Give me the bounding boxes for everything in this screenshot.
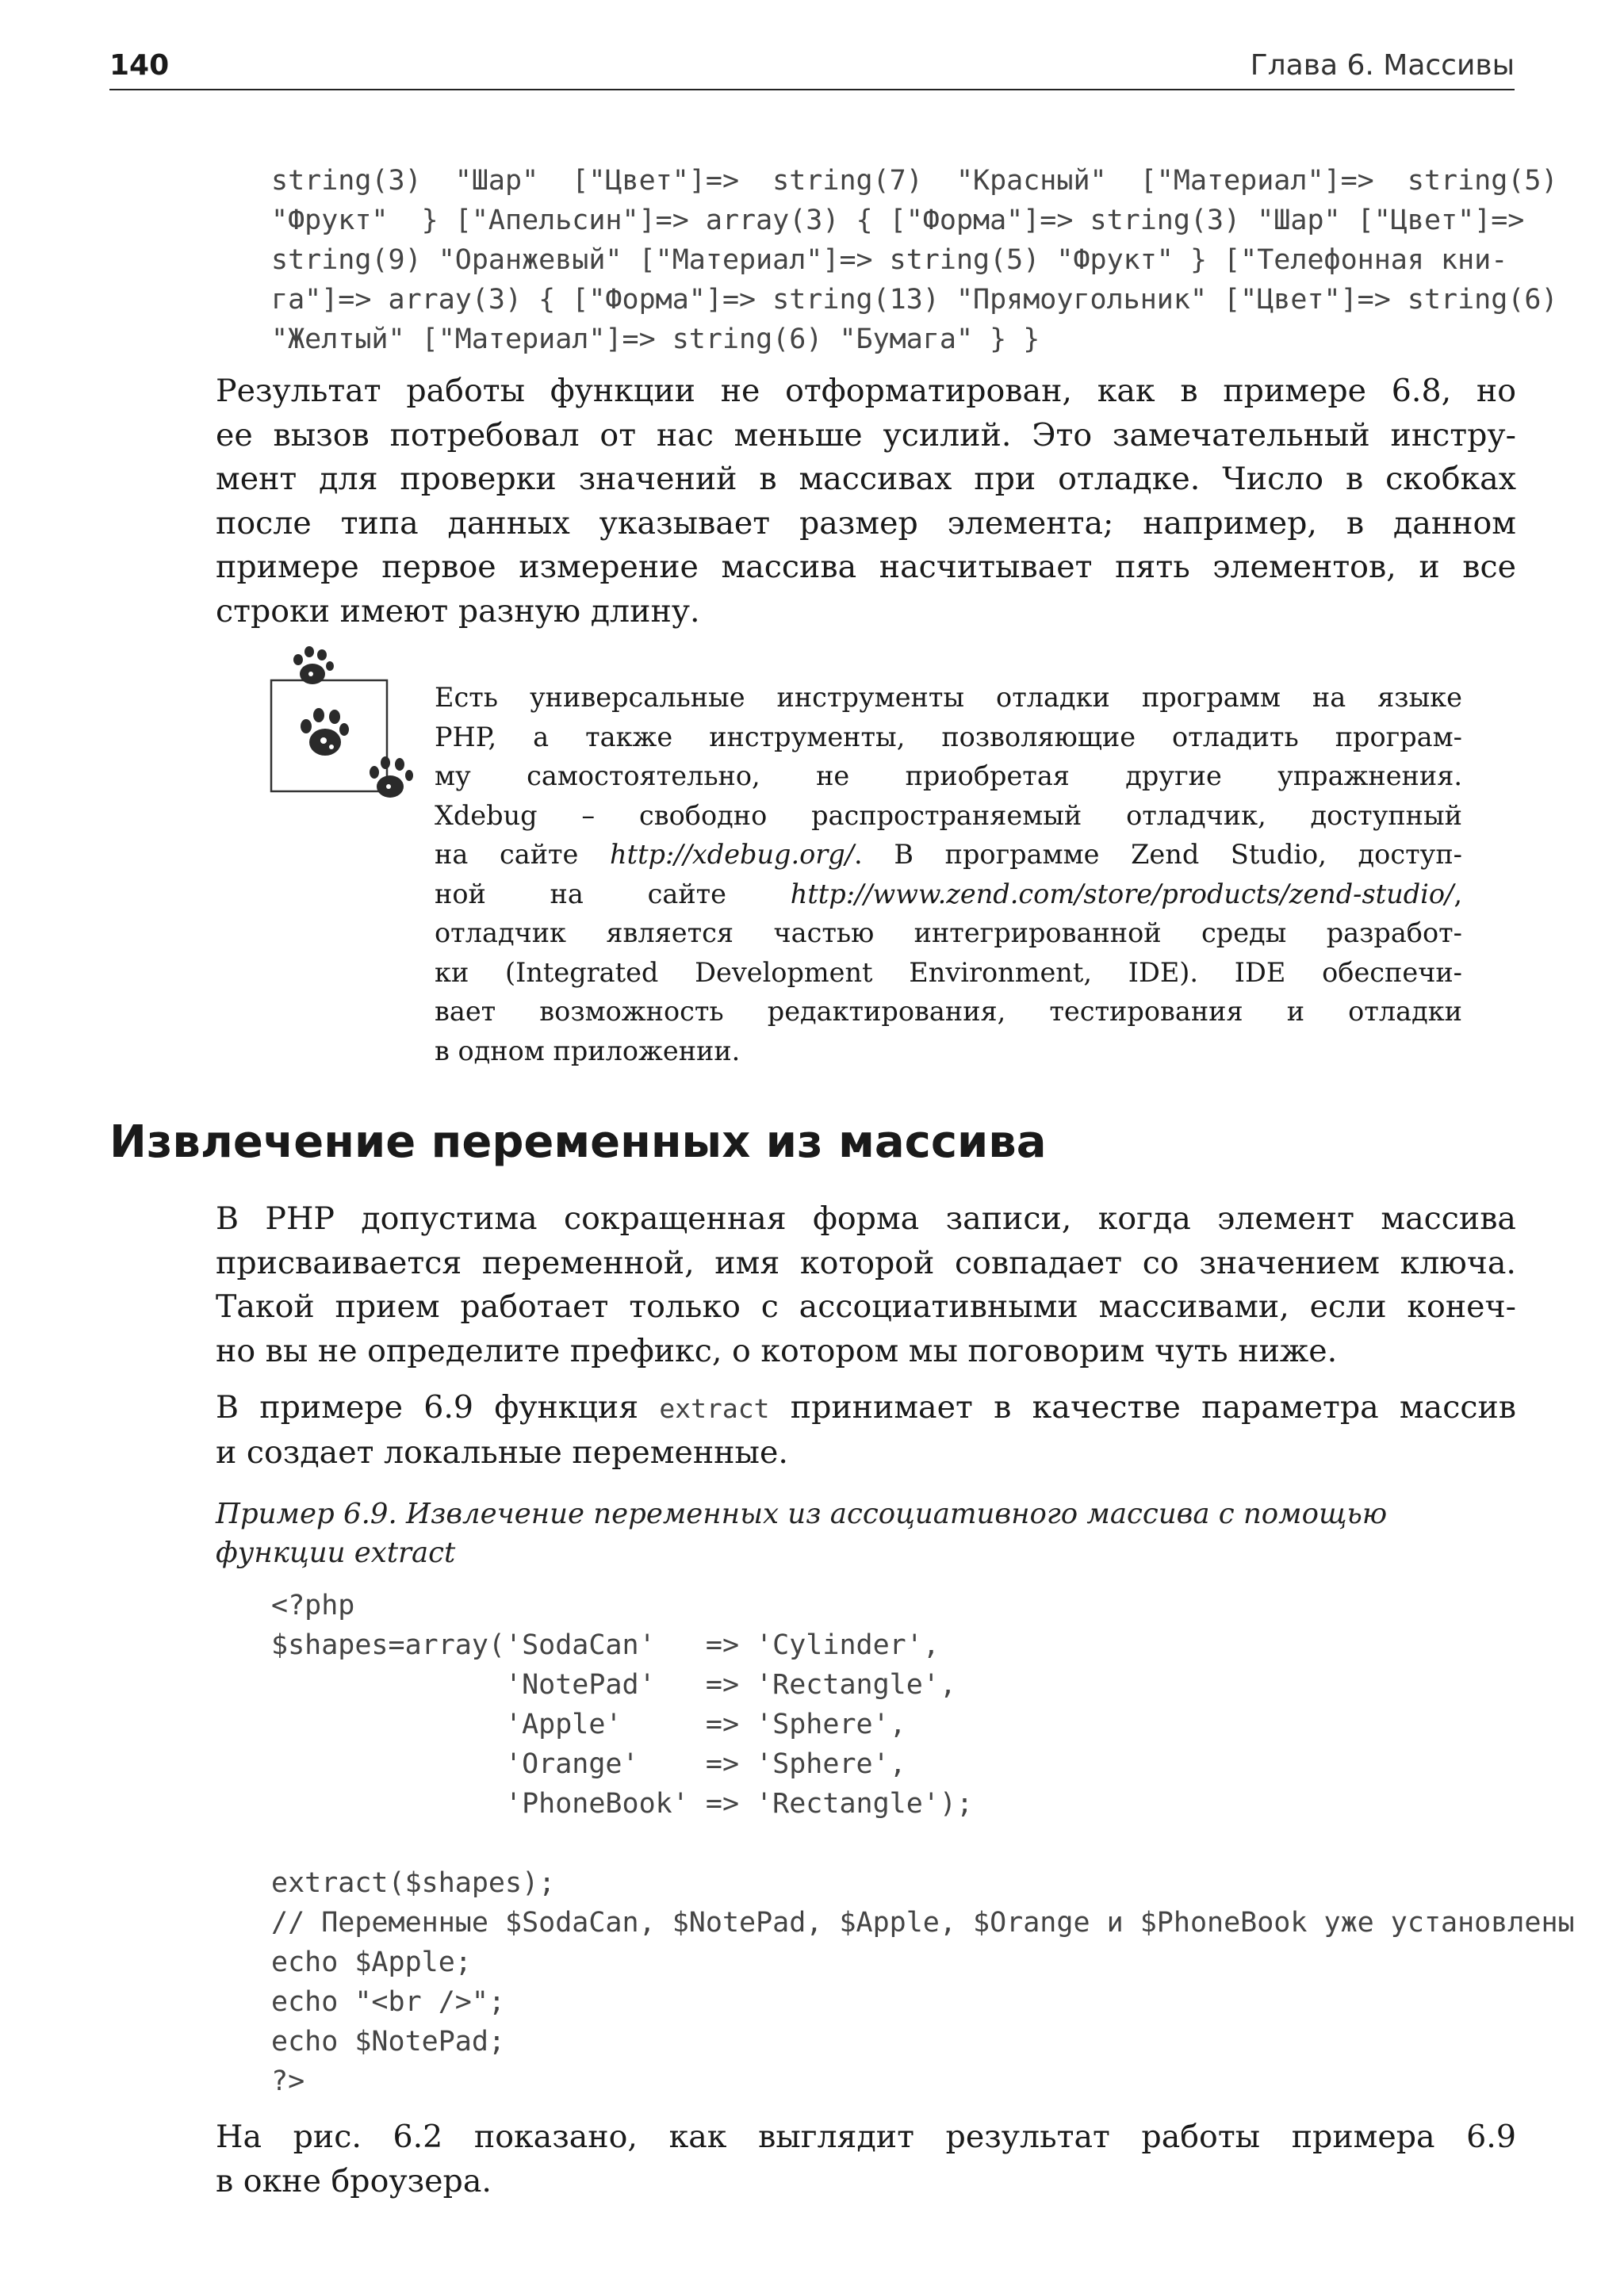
code-line: 'PhoneBook' => 'Rectangle'); [271,1788,974,1820]
code-line: $shapes=array('SodaCan' => 'Cylinder', [271,1629,940,1661]
code-line: га"]=> array(3) { ["Форма"]=> string(13) "Прямоугольник" ["Цвет"]=> string(6) [271,284,1558,316]
note-line [435,835,1462,875]
note-text-fragment: , [1454,878,1462,909]
paragraph-extract-intro [216,1197,1516,1373]
text-line [216,1386,1516,1431]
text-line: Результат работы функции не отформатирован, как в примере 6.8, но [216,373,1516,409]
note-line: PHP, а также инструменты, позволяющие отладить програм- [435,721,1462,752]
note-line: вает возможность редактирования, тестирования и отладки [435,996,1462,1027]
caption-line: функции extract [216,1537,456,1569]
note-line: в одном приложении. [435,1035,741,1066]
code-line: ?> [271,2065,305,2097]
text-line: В PHP допустима сокращенная форма записи, когда элемент массива [216,1200,1516,1237]
note-line [435,875,1462,914]
paragraph-result-description [216,369,1516,634]
code-block-example-6-9 [271,1586,1575,2101]
note-line: му самостоятельно, не приобретая другие упражнения. [435,760,1462,791]
code-line: string(9) "Оранжевый" ["Материал"]=> string(5) "Фрукт" } ["Телефонная кни- [271,244,1508,276]
note-text-fragment: . В программе Zend Studio, доступ- [854,839,1462,870]
text-line: в окне броузера. [216,2162,492,2199]
page-number: 140 [109,49,170,82]
code-line: 'NotePad' => 'Rectangle', [271,1669,956,1701]
text-line: строки имеют разную длину. [216,592,700,630]
inline-code-extract: extract [659,1393,770,1424]
note-line: Есть универсальные инструменты отладки программ на языке [435,682,1462,713]
zend-studio-link[interactable]: http://www.zend.com/store/products/zend-studio/ [790,878,1454,909]
text-line: На рис. 6.2 показано, как выглядит результат работы примера 6.9 [216,2119,1516,2155]
code-line: // Переменные $SodaCan, $NotePad, $Apple, $Orange и $PhoneBook уже установлены [271,1907,1575,1939]
section-heading: Извлечение переменных из массива [109,1116,1047,1168]
code-line: extract($shapes); [271,1867,556,1899]
code-line: "Желтый" ["Материал"]=> string(6) "Бумага" } } [271,323,1040,355]
code-block-var-dump [271,161,1558,359]
text-line: примере первое измерение массива насчитывает пять элементов, и все [216,549,1516,585]
code-line: echo $Apple; [271,1947,472,1978]
note-debugging-tools [435,678,1462,1070]
code-line: string(3) "Шар" ["Цвет"]=> string(7) "Красный" ["Материал"]=> string(5) [271,165,1558,197]
caption-line: Пример 6.9. Извлечение переменных из ассоциативного массива с помощью [216,1498,1388,1530]
note-line: ки (Integrated Development Environment, IDE). IDE обеспечи- [435,956,1462,988]
text-line: мент для проверки значений в массивах при отладке. Число в скобках [216,461,1516,497]
note-text-fragment: ной на сайте [435,878,791,909]
code-line: <?php [271,1590,355,1621]
text-line: Такой прием работает только с ассоциативными массивами, если конеч- [216,1288,1516,1325]
note-text-fragment: на сайте [435,839,611,870]
text-line: но вы не определите префикс, о котором мы поговорим чуть ниже. [216,1332,1338,1369]
paragraph-example-reference [216,1386,1516,1475]
code-line: "Фрукт" } ["Апельсин"]=> array(3) { ["Форма"]=> string(3) "Шар" ["Цвет"]=> [271,205,1525,236]
code-line: echo $NotePad; [271,2026,506,2058]
text-line: и создает локальные переменные. [216,1434,788,1471]
text-line: присваивается переменной, имя которой совпадает со значением ключа. [216,1244,1516,1281]
code-line: echo "<br />"; [271,1986,506,2018]
paw-prints-icon [263,645,438,804]
note-line: Xdebug – свободно распространяемый отладчик, доступный [435,799,1462,831]
example-caption [216,1495,1516,1572]
code-line: 'Orange' => 'Sphere', [271,1748,906,1780]
running-title: Глава 6. Массивы [1250,49,1515,82]
text-fragment: принимает в качестве параметра массив [769,1389,1517,1426]
paragraph-figure-reference [216,2115,1516,2203]
code-line: 'Apple' => 'Sphere', [271,1709,906,1740]
page-header [109,49,1515,90]
text-line: после типа данных указывает размер элемента; например, в данном [216,504,1516,542]
xdebug-link[interactable]: http://xdebug.org/ [610,839,855,870]
text-line: ее вызов потребовал от нас меньше усилий. Это замечательный инстру- [216,416,1516,454]
text-fragment: В примере 6.9 функция [216,1389,660,1426]
note-line: отладчик является частью интегрированной среды разработ- [435,917,1462,948]
